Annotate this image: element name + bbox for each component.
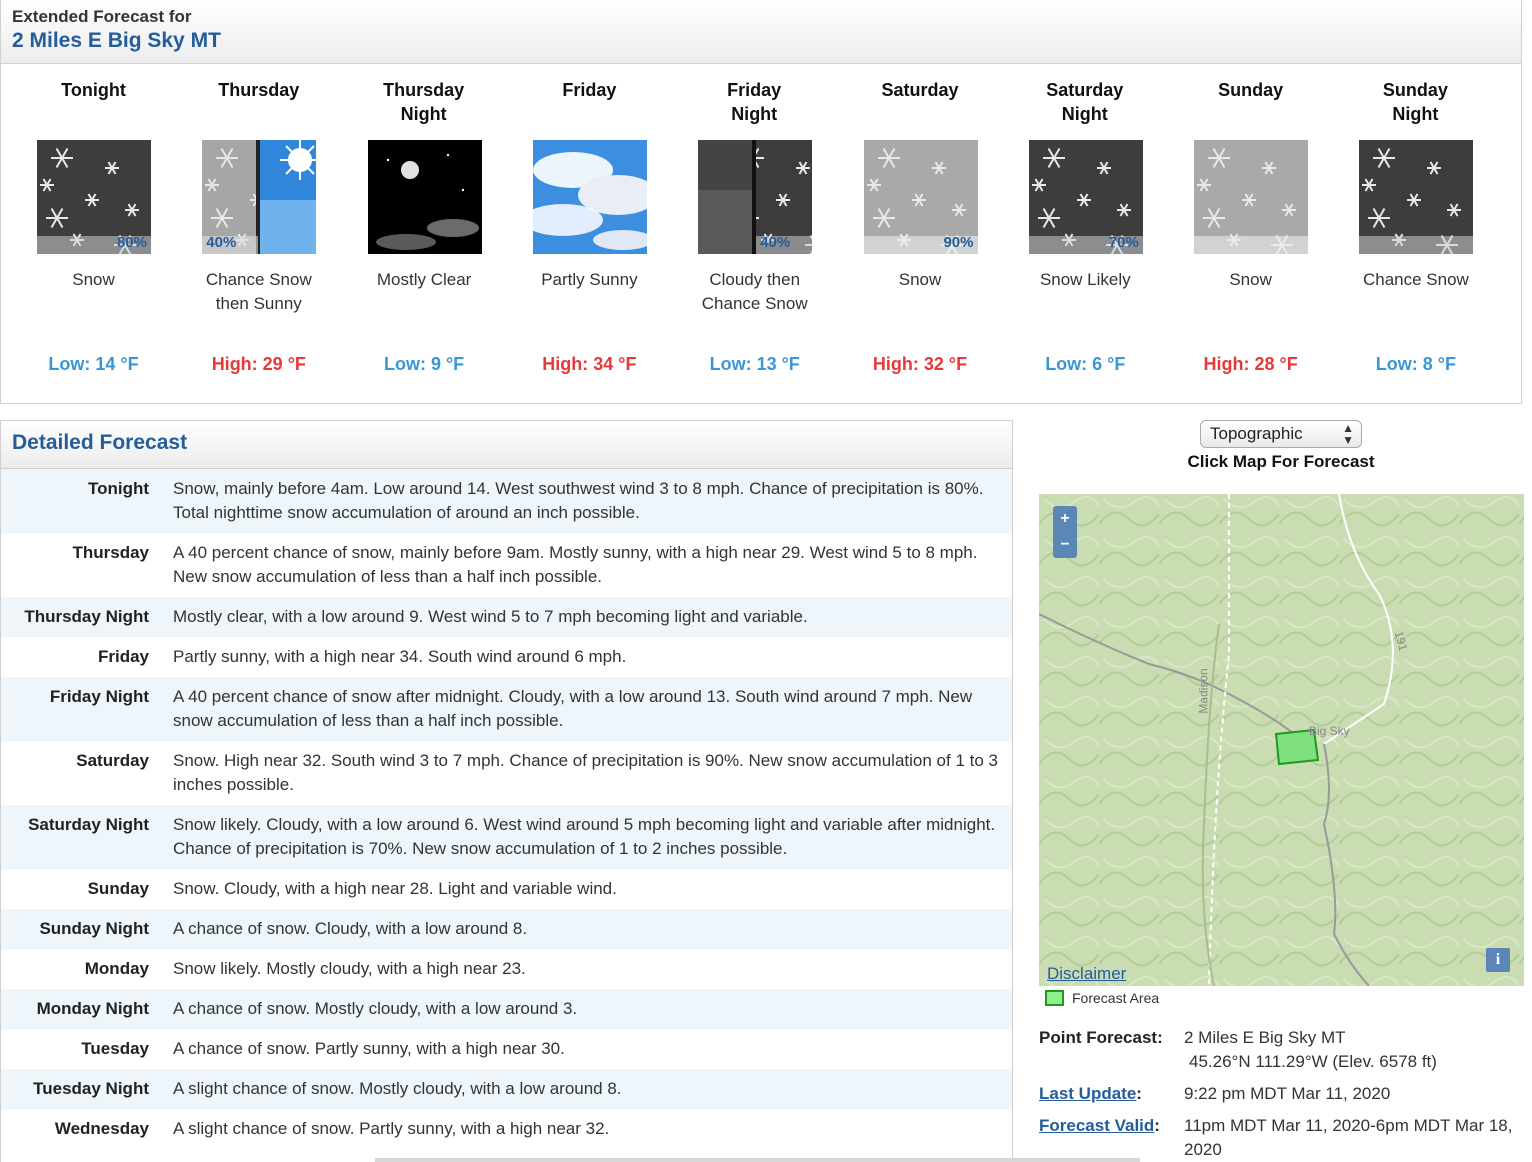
forecast-period (507, 66, 672, 396)
row-label: Wednesday (54, 1119, 149, 1138)
mostly-clear-night-icon (368, 140, 482, 254)
forecast-valid-colon: : (1154, 1116, 1160, 1135)
map-zoom-control (1053, 506, 1077, 558)
row-label: Friday Night (49, 687, 149, 706)
forecast-period (11, 66, 176, 396)
row-label: Tuesday Night (33, 1079, 149, 1098)
period-name: Saturday Night (1046, 80, 1124, 124)
row-label: Monday (84, 959, 149, 978)
row-text: A chance of snow. Mostly cloudy, with a low around 3. (173, 999, 578, 1018)
period-name: Tonight (61, 80, 126, 100)
extended-forecast-header (1, 0, 1521, 64)
map-label-town: Big Sky (1309, 724, 1350, 738)
row-label: Tuesday (81, 1039, 149, 1058)
forecast-map[interactable] (1039, 494, 1524, 986)
last-update-colon: : (1136, 1084, 1142, 1103)
row-label: Sunday Night (39, 919, 149, 938)
point-forecast-info (1039, 1026, 1519, 1162)
detailed-forecast-row (1, 1069, 1012, 1109)
snow-night-icon (1029, 140, 1143, 254)
map-type-value: Topographic (1210, 424, 1303, 443)
row-text: Mostly clear, with a low around 9. West wind 5 to 7 mph becoming light and variable. (173, 607, 808, 626)
temperature: Low: 6 °F (1045, 354, 1126, 374)
detailed-forecast-row (1, 909, 1012, 949)
row-text: A 40 percent chance of snow after midnight. Cloudy, with a low around 13. South wind around 7 mph. New snow accumulation of less than a half inch possible. (173, 687, 973, 730)
detailed-forecast-row (1, 637, 1012, 677)
forecast-period (342, 66, 507, 396)
detailed-forecast-row (1, 805, 1012, 869)
short-description: Chance Snow (1362, 270, 1469, 289)
forecast-period (1168, 66, 1333, 396)
forecast-period (838, 66, 1003, 396)
map-legend-label: Forecast Area (1072, 990, 1160, 1006)
forecast-valid-link[interactable]: Forecast Valid (1039, 1116, 1155, 1135)
period-name: Saturday (881, 80, 959, 100)
map-type-select[interactable] (1200, 420, 1362, 448)
row-text: Snow likely. Mostly cloudy, with a high near 23. (173, 959, 526, 978)
row-text: A chance of snow. Partly sunny, with a high near 30. (173, 1039, 565, 1058)
short-description: Partly Sunny (541, 270, 638, 289)
row-label: Friday (97, 647, 149, 666)
detailed-forecast-title: Detailed Forecast (1, 421, 1012, 469)
detailed-forecast-row (1, 469, 1012, 533)
period-name: Friday Night (727, 80, 782, 124)
precip-chance: 40% (760, 234, 791, 251)
forecast-area-legend-icon (1045, 990, 1064, 1006)
period-name: Friday (562, 80, 617, 100)
row-text: Snow. Cloudy, with a high near 28. Light and variable wind. (173, 879, 617, 898)
map-legend (1045, 990, 1159, 1006)
detailed-forecast-row (1, 597, 1012, 637)
temperature: High: 34 °F (542, 354, 637, 374)
row-text: A 40 percent chance of snow, mainly before 9am. Mostly sunny, with a high near 29. West wind 5 to 8 mph. New snow accumulation of less than a half inch possible. (173, 543, 978, 586)
row-label: Tonight (87, 479, 149, 498)
cloudy-then-snow-icon (698, 140, 812, 254)
extended-forecast-pretitle: Extended Forecast for (12, 7, 192, 26)
row-text: Snow. High near 32. South wind 3 to 7 mph. Chance of precipitation is 90%. New snow accumulation of 1 to 3 inches possible. (173, 751, 998, 794)
snow-then-sunny-icon (202, 140, 316, 254)
temperature: High: 29 °F (211, 354, 306, 374)
short-description: Mostly Clear (376, 270, 472, 289)
detailed-forecast-row (1, 1109, 1012, 1149)
detailed-forecast-panel (0, 420, 1013, 1162)
row-label: Saturday Night (28, 815, 149, 834)
row-label: Saturday (76, 751, 149, 770)
row-label: Monday Night (36, 999, 149, 1018)
map-info-button[interactable]: i (1486, 948, 1510, 972)
forecast-period (1333, 66, 1498, 396)
temperature: Low: 8 °F (1375, 354, 1456, 374)
point-forecast-coords: 45.26°N 111.29°W (Elev. 6578 ft) (1189, 1052, 1437, 1071)
row-text: A chance of snow. Cloudy, with a low around 8. (173, 919, 528, 938)
point-forecast-name: 2 Miles E Big Sky MT (1184, 1028, 1346, 1047)
short-description: Cloudy then Chance Snow (701, 270, 808, 313)
short-description: Chance Snow then Sunny (205, 270, 312, 313)
detailed-forecast-row (1, 989, 1012, 1029)
map-terrain (1039, 494, 1524, 986)
detailed-forecast-row (1, 869, 1012, 909)
row-label: Thursday Night (24, 607, 149, 626)
short-description: Snow (72, 270, 115, 289)
map-label-river: Madison (1196, 668, 1211, 714)
period-name: Thursday Night (383, 80, 465, 124)
zoom-in-button[interactable]: + (1060, 510, 1070, 527)
detailed-forecast-row (1, 741, 1012, 805)
zoom-out-button[interactable]: − (1060, 536, 1070, 553)
map-label-highway: 191 (1391, 629, 1411, 653)
forecast-periods (11, 66, 1513, 396)
detailed-forecast-rows (1, 469, 1012, 1149)
row-label: Thursday (72, 543, 149, 562)
point-forecast-label: Point Forecast: (1039, 1028, 1163, 1047)
temperature: Low: 14 °F (48, 354, 139, 374)
forecast-period (176, 66, 341, 396)
temperature: Low: 9 °F (383, 354, 465, 374)
row-text: Snow likely. Cloudy, with a low around 6. West wind around 5 mph becoming light and variable after midnight. Chance of precipitation is 70%. New snow accumulation of 1 to 2 inches possible. (173, 815, 996, 858)
extended-forecast-panel (0, 0, 1522, 404)
temperature: High: 28 °F (1203, 354, 1298, 374)
row-label: Sunday (87, 879, 149, 898)
partly-sunny-icon (533, 140, 647, 254)
snow-night-icon (37, 140, 151, 254)
horizontal-scrollbar[interactable] (375, 1158, 1140, 1162)
precip-chance: 80% (116, 234, 147, 251)
temperature: High: 32 °F (872, 354, 968, 374)
extended-forecast-location: 2 Miles E Big Sky MT (12, 29, 221, 52)
forecast-period (1003, 66, 1168, 396)
short-description: Snow (1229, 270, 1272, 289)
last-update-link[interactable]: Last Update (1039, 1084, 1137, 1103)
last-update-value: 9:22 pm MDT Mar 11, 2020 (1184, 1084, 1391, 1103)
temperature: Low: 13 °F (709, 354, 800, 374)
detailed-forecast-row (1, 533, 1012, 597)
row-text: A slight chance of snow. Partly sunny, with a high near 32. (173, 1119, 610, 1138)
snow-day-icon (864, 140, 978, 254)
short-description: Snow Likely (1039, 270, 1131, 289)
forecast-period (672, 66, 837, 396)
detailed-forecast-row (1, 677, 1012, 741)
detailed-forecast-row (1, 1029, 1012, 1069)
precip-chance: 70% (1108, 234, 1139, 251)
detailed-forecast-row (1, 949, 1012, 989)
disclaimer-link[interactable]: Disclaimer (1047, 964, 1127, 983)
precip-chance: 90% (943, 234, 974, 251)
precip-chance: 40% (206, 234, 237, 251)
row-text: Partly sunny, with a high near 34. South wind around 6 mph. (173, 647, 627, 666)
period-name: Thursday (218, 80, 300, 100)
row-text: Snow, mainly before 4am. Low around 14. West southwest wind 3 to 8 mph. Chance of precipitation is 80%. Total nighttime snow accumulation of around an inch possible. (173, 479, 984, 522)
snow-night-icon (1359, 140, 1473, 254)
period-name: Sunday Night (1382, 80, 1448, 124)
snow-day-icon (1194, 140, 1308, 254)
forecast-valid-value: 11pm MDT Mar 11, 2020-6pm MDT Mar 18, 2020 (1184, 1116, 1513, 1159)
map-caption: Click Map For Forecast (1187, 452, 1375, 471)
period-name: Sunday (1218, 80, 1284, 100)
short-description: Snow (898, 270, 942, 289)
select-arrows-icon: ▲ ▼ (1342, 421, 1354, 447)
row-text: A slight chance of snow. Mostly cloudy, with a low around 8. (173, 1079, 622, 1098)
